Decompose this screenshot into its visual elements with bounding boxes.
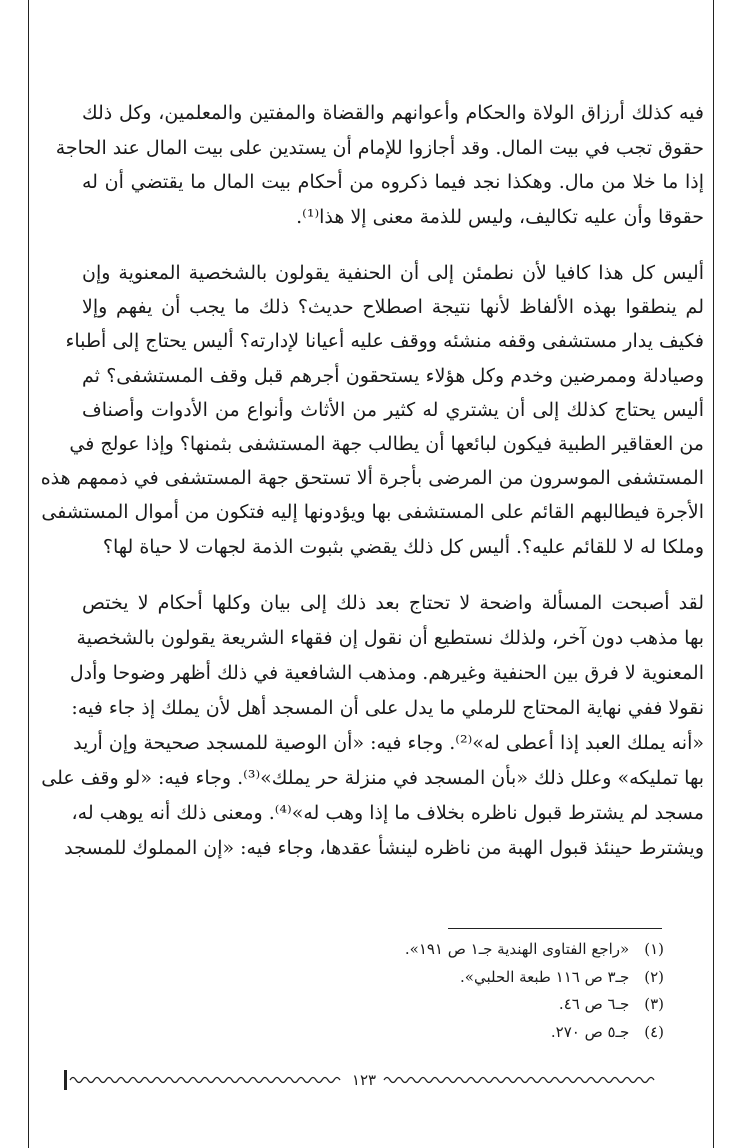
footnote-text: جـ٥ ص ٢٧٠. xyxy=(550,1022,630,1041)
footnote-1 xyxy=(264,936,664,964)
footnote-number: (٤) xyxy=(644,1022,664,1041)
text-line: فيه كذلك أرزاق الولاة والحكام وأعوانهم والقضاة والمفتين والمعلمين، وكل ذلك xyxy=(82,102,704,124)
text-line: بها مذهب دون آخر، ولذلك نستطيع أن نقول إن فقهاء الشريعة يقولون بالشخصية xyxy=(76,626,704,649)
text-line: «أنه يملك العبد إذا أعطى له»⁽²⁾. وجاء فيه: «أن الوصية للمسجد صحيحة وإن أريد xyxy=(73,731,704,754)
text-line: من العقاقير الطبية فيكون لبائعها أن يطالب جهة المستشفى بثمنها؟ وإذا عولج في xyxy=(69,433,704,456)
footnote-3 xyxy=(264,991,664,1019)
footer-wave-left xyxy=(64,1074,344,1086)
text-line: إذا ما خلا من مال. وهكذا نجد فيما ذكروه من أحكام بيت المال ما يقتضي أن له xyxy=(82,171,704,193)
footnote-number: (١) xyxy=(644,940,664,958)
text-line: فكيف يدار مستشفى وقفه منشئه ووقف عليه أعيانا لإدارته؟ أليس يحتاج إلى أطباء xyxy=(65,330,704,353)
footer-wave-right xyxy=(384,1074,664,1086)
text-line: المعنوية لا فرق بين الحنفية وغيرهم. ومذهب الشافعية في ذلك أظهر وضوحا وأدل xyxy=(69,661,704,684)
text-line: وملكا له لا للقائم عليه؟. أليس كل ذلك يقضي بثبوت الذمة لجهات لا حياة لها؟ xyxy=(102,535,704,558)
footnotes xyxy=(264,936,664,1046)
text-line: الأجرة فيطالبهم القائم على المستشفى بها ويؤدونها إليه فتكون من أموال المستشفى xyxy=(41,501,704,524)
paragraph-2 xyxy=(40,256,704,564)
footnote-separator xyxy=(448,928,662,929)
paragraph-1 xyxy=(55,96,704,234)
footnote-text: جـ٦ ص ٤٦. xyxy=(558,995,630,1013)
paragraph-3 xyxy=(41,586,704,866)
text-line: نقولا ففي نهاية المحتاج للرملي ما يدل على أن المسجد أهل لأن يملك إذ جاء فيه: xyxy=(71,696,704,719)
footer-bar xyxy=(64,1070,67,1090)
text-line: أليس كل هذا كافيا لأن نطمئن إلى أن الحنفية يقولون بالشخصية المعنوية وإن xyxy=(82,262,704,284)
text-line: مسجد لم يشترط قبول ناظره بخلاف ما إذا وهب له»⁽⁴⁾. ومعنى ذلك أنه يوهب له، xyxy=(71,801,704,824)
text-line: لقد أصبحت المسألة واضحة لا تحتاج بعد ذلك إلى بيان وكلها أحكام لا يختص xyxy=(82,591,704,614)
text-line: لم ينطقوا بهذه الألفاظ لأنها نتيجة اصطلاح حديث؟ ذلك ما يجب أن يفهم وإلا xyxy=(82,296,704,319)
text-line: ويشترط حينئذ قبول الهبة من ناظره لينشأ عقدها، وجاء فيه: «إن المملوك للمسجد xyxy=(64,836,704,859)
footnote-number: (٢) xyxy=(644,967,664,986)
footnote-4 xyxy=(264,1019,664,1047)
page-footer xyxy=(64,1068,664,1092)
text-line: أليس يحتاج كذلك إلى أن يشتري له كثير من الأثاث وأنواع من الأدوات وأصناف xyxy=(82,398,704,421)
text-line: بها تمليكه» وعلل ذلك «بأن المسجد في منزلة حر يملك»⁽³⁾. وجاء فيه: «لو وقف على xyxy=(41,766,704,789)
text-line: حقوق تجب في بيت المال. وقد أجازوا للإمام أن يستدين على بيت المال عند الحاجة xyxy=(55,136,704,159)
page-number: ١٢٣ xyxy=(351,1071,377,1089)
footnote-text: جـ٣ ص ١١٦ طبعة الحلبي». xyxy=(460,967,630,986)
footnote-text: «راجع الفتاوى الهندية جـ١ ص ١٩١». xyxy=(404,940,630,958)
text-line: وصيادلة وممرضين وخدم وكل هؤلاء يستحقون أجرهم قبل وقف المستشفى؟ ثم xyxy=(82,364,704,387)
footnote-number: (٣) xyxy=(644,995,664,1013)
footnote-2 xyxy=(264,964,664,992)
text-line: حقوقا وأن عليه تكاليف، وليس للذمة معنى إلا هذا⁽¹⁾. xyxy=(296,205,704,228)
text-line: المستشفى الموسرون من المرضى بأجرة ألا تستحق جهة المستشفى في ذممهم هذه xyxy=(40,467,704,490)
main-text xyxy=(40,96,704,888)
